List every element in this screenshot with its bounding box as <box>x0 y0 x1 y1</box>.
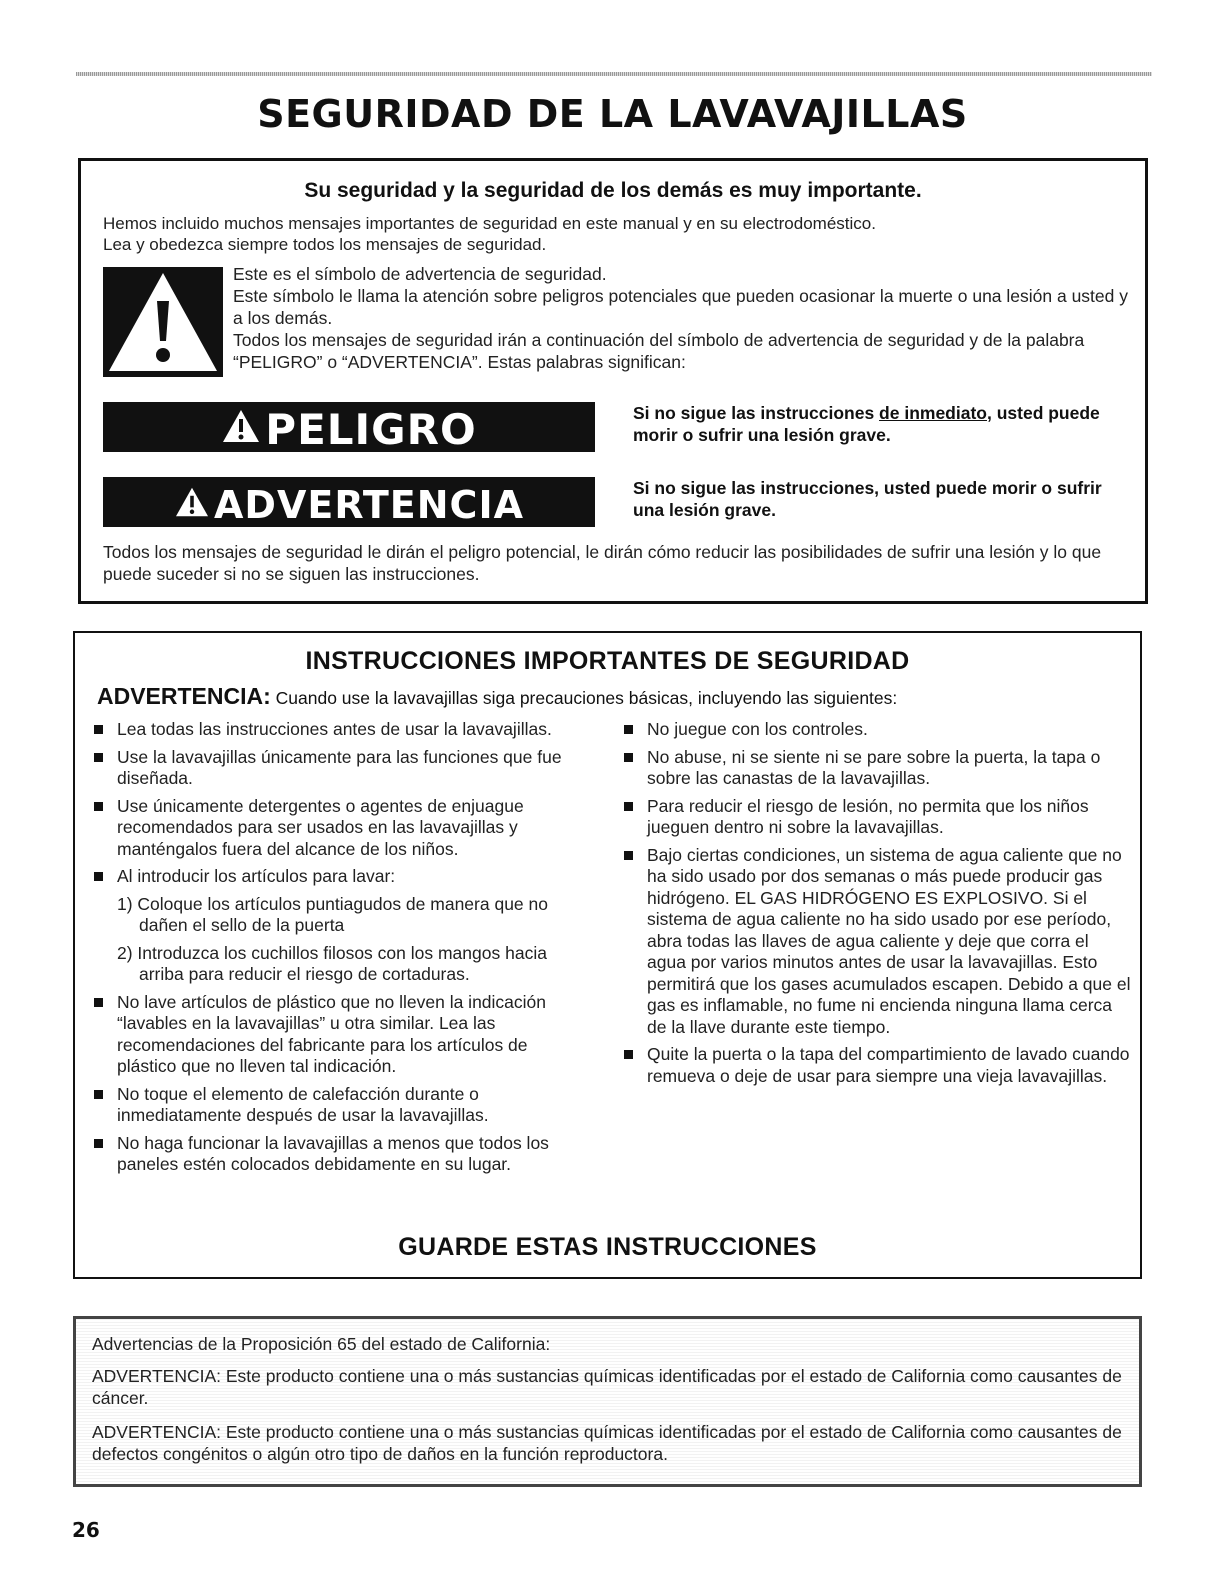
list-item-text: No lave artículos de plástico que no lleven la indicación “lavables en la lavavajillas” u otra similar. Lea las recomendaciones del fabricante para los artículos de plástico que no lleven tal indicación. <box>117 991 547 1076</box>
instructions-heading: INSTRUCCIONES IMPORTANTES DE SEGURIDAD <box>305 647 910 675</box>
list-item-text: Quite la puerta o la tapa del compartimiento de lavado cuando remueva o deje de usar para siempre una vieja lavavajillas. <box>647 1044 1130 1086</box>
list-item-text: Para reducir el riesgo de lesión, no permita que los niños jueguen dentro ni sobre la lavavajillas. <box>647 795 1089 837</box>
list-item-text: Lea todas las instrucciones antes de usar la lavavajillas. <box>117 719 552 739</box>
list-item-text: Use la lavavajillas únicamente para las funciones que fue diseñada. <box>117 746 562 788</box>
peligro-desc-underlined: de inmediato <box>879 403 987 423</box>
advertencia-banner <box>103 477 595 527</box>
instructions-box <box>73 631 1142 1279</box>
square-bullet-icon <box>624 851 633 860</box>
list-item <box>91 747 591 790</box>
prop65-warning-cancer: ADVERTENCIA: Este producto contiene una o más sustancias químicas identificadas por el estado de California como causantes de cáncer. <box>92 1366 1122 1408</box>
list-item-text: No toque el elemento de calefacción durante o inmediatamente después de usar la lavavajillas. <box>117 1083 489 1125</box>
list-item <box>91 992 591 1078</box>
list-item <box>621 719 1131 741</box>
list-item <box>621 845 1131 1039</box>
safety-intro <box>103 213 1133 255</box>
safety-intro-line-1: Hemos incluido muchos mensajes importantes de seguridad en este manual y en su electrodoméstico. <box>103 214 876 233</box>
peligro-label: PELIGRO <box>265 404 477 454</box>
peligro-desc-part-1: Si no sigue las instrucciones <box>633 403 880 423</box>
symbol-line-3: Todos los mensajes de seguridad irán a continuación del símbolo de advertencia de seguridad y de la palabra “PELIGRO” o “ADVERTENCIA”. Estas palabras significan: <box>233 330 1085 372</box>
symbol-line-1: Este es el símbolo de advertencia de seguridad. <box>233 264 607 284</box>
peligro-banner <box>103 402 595 452</box>
page-number: 26 <box>72 1518 100 1542</box>
list-item <box>91 796 591 861</box>
instructions-footer: GUARDE ESTAS INSTRUCCIONES <box>398 1233 817 1261</box>
list-item-text: Al introducir los artículos para lavar: <box>117 866 396 886</box>
safety-box <box>78 158 1148 604</box>
prop65-title: Advertencias de la Proposición 65 del estado de California: <box>92 1334 551 1354</box>
square-bullet-icon <box>624 1050 633 1059</box>
list-item-text: Use únicamente detergentes o agentes de enjuague recomendados para ser usados en las lavavajillas y manténgalos fuera del alcance de los niños. <box>117 795 524 859</box>
symbol-line-2: Este símbolo le llama la atención sobre peligros potenciales que pueden ocasionar la muerte o una lesión a usted y a los demás. <box>233 286 1128 328</box>
safety-footer: Todos los mensajes de seguridad le dirán el peligro potencial, le dirán cómo reducir las posibilidades de sufrir una lesión y lo que puede suceder si no se siguen las instrucciones. <box>103 542 1102 584</box>
list-item <box>91 1084 591 1127</box>
safety-heading: Su seguridad y la seguridad de los demás es muy importante. <box>304 179 922 202</box>
square-bullet-icon <box>94 1090 103 1099</box>
sub-list-item: 1) Coloque los artículos puntiagudos de manera que no dañen el sello de la puerta <box>117 893 548 935</box>
instructions-right-column <box>621 719 1131 1093</box>
symbol-description <box>233 263 1133 373</box>
advertencia-description: Si no sigue las instrucciones, usted puede morir o sufrir una lesión grave. <box>633 478 1102 520</box>
peligro-desc-part-2: , usted puede morir o sufrir una lesión grave. <box>633 403 1100 445</box>
list-item <box>91 1133 591 1176</box>
instructions-left-column <box>91 719 591 1182</box>
square-bullet-icon <box>624 725 633 734</box>
square-bullet-icon <box>94 725 103 734</box>
top-rule <box>76 72 1152 76</box>
warning-triangle-icon <box>221 405 261 455</box>
list-item-text: No haga funcionar la lavavajillas a menos que todos los paneles estén colocados debidamente en su lugar. <box>117 1132 549 1174</box>
prop65-warning-reproductive: ADVERTENCIA: Este producto contiene una o más sustancias químicas identificadas por el estado de California como causantes de defectos congénitos o algún otro tipo de daños en la función reproductora. <box>92 1422 1122 1464</box>
square-bullet-icon <box>624 753 633 762</box>
warning-triangle-icon <box>103 267 223 377</box>
advertencia-label: ADVERTENCIA <box>214 482 524 527</box>
safety-intro-line-2: Lea y obedezca siempre todos los mensajes de seguridad. <box>103 235 547 254</box>
square-bullet-icon <box>94 998 103 1007</box>
square-bullet-icon <box>624 802 633 811</box>
list-item <box>91 719 591 741</box>
list-item <box>621 796 1131 839</box>
list-item <box>91 866 591 888</box>
lead-text: Cuando use la lavavajillas siga precauciones básicas, incluyendo las siguientes: <box>270 688 898 708</box>
square-bullet-icon <box>94 753 103 762</box>
instructions-lead <box>97 683 1127 710</box>
square-bullet-icon <box>94 802 103 811</box>
square-bullet-icon <box>94 872 103 881</box>
warning-triangle-icon <box>174 480 210 530</box>
page-title: SEGURIDAD DE LA LAVAVAJILLAS <box>257 92 968 136</box>
square-bullet-icon <box>94 1139 103 1148</box>
list-item <box>621 747 1131 790</box>
list-item-text: No abuse, ni se siente ni se pare sobre la puerta, la tapa o sobre las canastas de la lavavajillas. <box>647 746 1101 788</box>
list-item-text: Bajo ciertas condiciones, un sistema de agua caliente que no ha sido usado por dos semanas o más puede producir gas hidrógeno. EL GAS HIDRÓGENO ES EXPLOSIVO. Si el sistema de agua caliente no ha sido usado por ese período, abra todas las llaves de agua caliente y deje que corra el agua por varios minutos antes de usar la lavavajillas. Esto permitirá que los gases acumulados escapen. Debido a que el gas es inflamable, no fume ni encienda ninguna llama cerca de la llave durante este tiempo. <box>647 844 1131 1037</box>
peligro-description <box>633 402 1123 446</box>
lead-word: ADVERTENCIA: <box>97 683 271 709</box>
prop65-box <box>73 1316 1142 1487</box>
list-item-text: No juegue con los controles. <box>647 719 868 739</box>
list-item <box>621 1044 1131 1087</box>
sub-list-item: 2) Introduzca los cuchillos filosos con los mangos hacia arriba para reducir el riesgo de cortaduras. <box>117 942 547 984</box>
